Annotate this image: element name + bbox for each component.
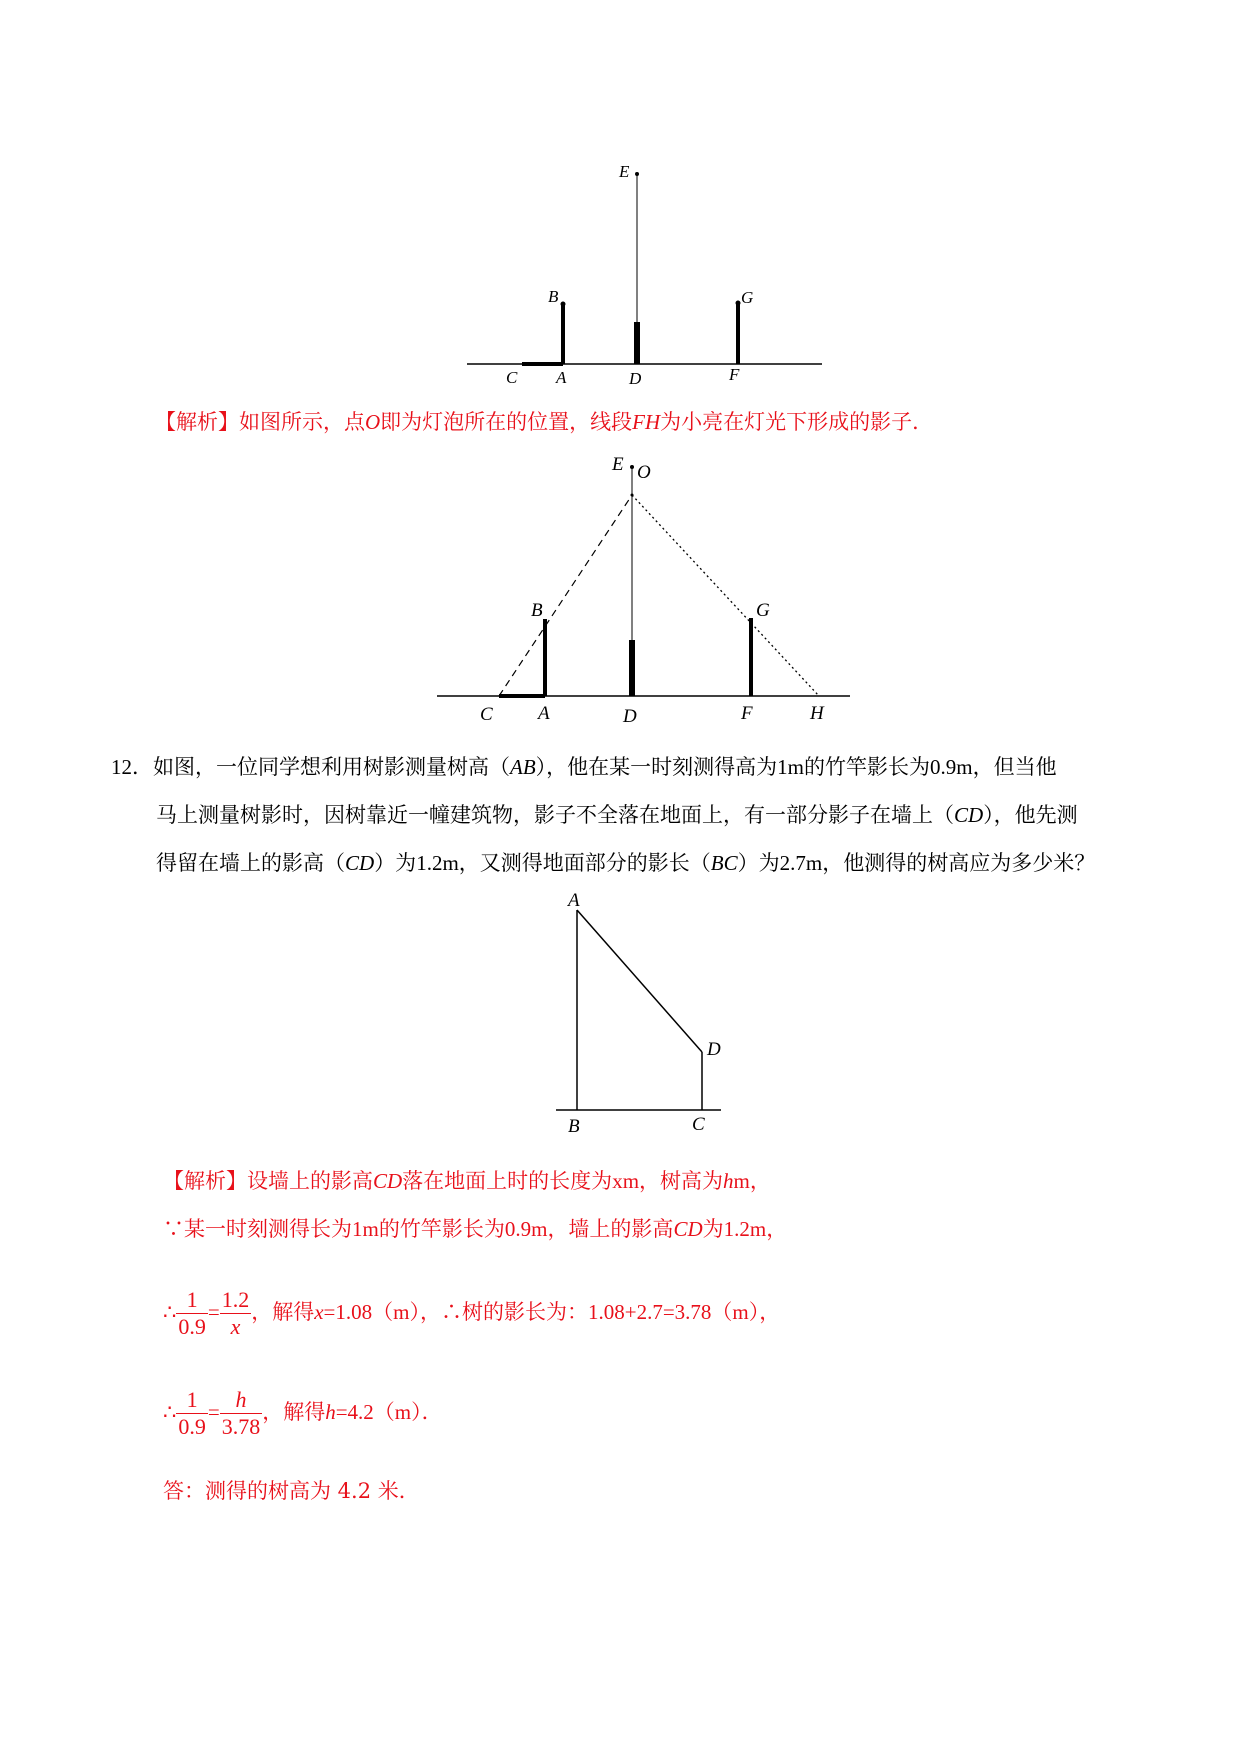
- analysis-tag: 【解析】: [155, 410, 239, 434]
- fraction-1.2-over-x: $\frac{1.2}{x}$: [221, 1287, 250, 1339]
- label-E: E: [612, 454, 624, 475]
- label-D: D: [623, 706, 637, 727]
- problem-12-line-2: 马上测量树影时，因树靠近一幢建筑物，影子不全落在地面上，有一部分影子在墙上（CD），他先测: [156, 803, 1078, 827]
- figure-2-diagram: [0, 440, 1240, 740]
- label-A: A: [568, 890, 580, 911]
- figure-3-diagram: [0, 880, 1240, 1140]
- solution-12-line-2: ∵某一时刻测得长为1m的竹竿影长为0.9m，墙上的影高CD为1.2m，: [163, 1217, 788, 1241]
- solution-11-text: 【解析】如图所示，点O即为灯泡所在的位置，线段FH为小亮在灯光下形成的影子．: [155, 410, 934, 434]
- point-B: [561, 302, 566, 307]
- point-G: [736, 301, 741, 306]
- label-G: G: [756, 600, 770, 621]
- label-A: A: [556, 368, 567, 387]
- figure-1-diagram: [0, 0, 1240, 400]
- fraction-1-over-0.9: $\frac{1}{0.9}$: [178, 1387, 206, 1439]
- problem-12-line-1: 12．如图，一位同学想利用树影测量树高（AB），他在某一时刻测得高为1m的竹竿影长为0.9m，但当他: [111, 755, 1057, 779]
- solution-12-line-3: ∴ $\frac{1}{0.9}$ = $\frac{1.2}{x}$ ，解得x=1.08（m），∴树的影长为：1.08+2.7=3.78（m），: [163, 1287, 781, 1339]
- ray-AD: [577, 910, 702, 1052]
- label-G: G: [741, 288, 754, 307]
- solution-12-line-4: ∴ $\frac{1}{0.9}$ = $\frac{h}{3.78}$ ，解得h=4.2（m）．: [163, 1387, 443, 1439]
- point-O: [631, 494, 634, 497]
- analysis-tag: 【解析】: [163, 1169, 247, 1193]
- label-B: B: [531, 600, 543, 621]
- label-B: B: [548, 287, 559, 306]
- solution-12-answer: 答：测得的树高为 4.2 米．: [163, 1479, 420, 1503]
- label-B: B: [568, 1116, 580, 1137]
- point-E: [630, 465, 634, 469]
- label-F: F: [729, 365, 740, 384]
- fraction-h-over-3.78: $\frac{h}{3.78}$: [221, 1387, 261, 1439]
- label-F: F: [741, 703, 753, 724]
- label-C: C: [480, 704, 493, 725]
- label-O: O: [637, 462, 651, 483]
- label-E: E: [619, 162, 630, 181]
- fraction-1-over-0.9: $\frac{1}{0.9}$: [178, 1287, 206, 1339]
- label-H: H: [810, 703, 824, 724]
- label-A: A: [538, 703, 550, 724]
- label-C: C: [692, 1114, 705, 1135]
- dotted-ray-OH: [632, 495, 819, 696]
- problem-number: 12．: [111, 755, 153, 779]
- point-E: [635, 172, 639, 176]
- label-D: D: [629, 369, 642, 388]
- label-C: C: [506, 368, 518, 387]
- dashed-ray-CO: [499, 495, 632, 696]
- solution-12-line-1: 【解析】设墙上的影高CD落在地面上时的长度为xm，树高为hm，: [163, 1169, 771, 1193]
- problem-12-line-3: 得留在墙上的影高（CD）为1.2m，又测得地面部分的影长（BC）为2.7m，他测得的树高应为多少米？: [156, 851, 1096, 875]
- label-D: D: [707, 1039, 721, 1060]
